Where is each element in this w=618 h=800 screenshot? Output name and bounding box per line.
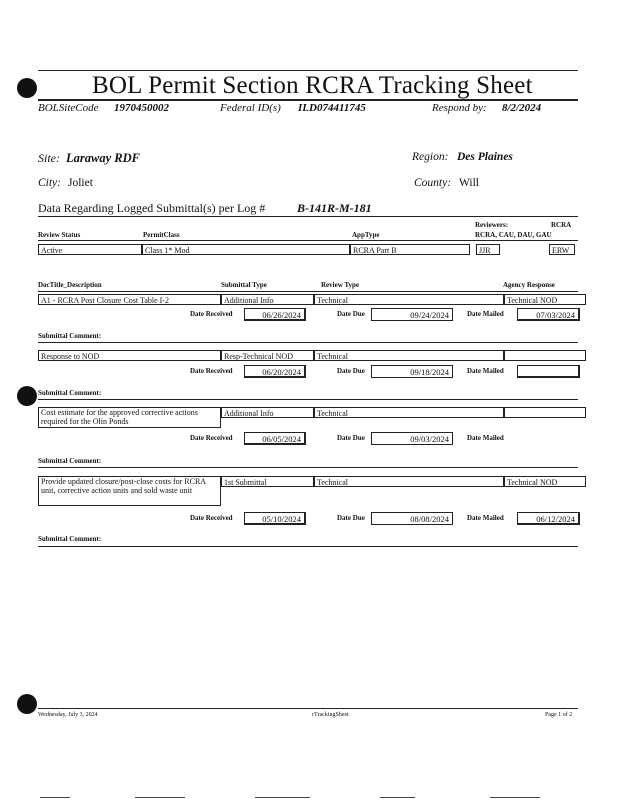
submittal-2-mailed <box>517 365 580 378</box>
scan-mark-2 <box>135 797 185 798</box>
submittal-3-received: 06/05/2024 <box>244 432 306 445</box>
site-label: Site: <box>38 151 60 165</box>
submittal-4-due-label: Date Due <box>337 514 365 522</box>
page-title: BOL Permit Section RCRA Tracking Sheet <box>92 72 533 99</box>
city-name: Joliet <box>68 177 93 189</box>
submittal-2-received-label: Date Received <box>190 367 233 375</box>
submittal-2-mailed-label: Date Mailed <box>467 367 504 375</box>
footer-page-number: Page 1 of 2 <box>545 712 573 718</box>
col-reviewer-codes: RCRA, CAU, DAU, GAU <box>475 231 552 239</box>
submittal-3-mailed-label: Date Mailed <box>467 434 504 442</box>
footer-date: Wednesday, July 3, 2024 <box>38 712 98 718</box>
submittal-3-comment-label: Submittal Comment: <box>38 457 102 465</box>
reviewer-erw-value: ERW <box>549 244 575 255</box>
col-review-type: Review Type <box>321 281 360 289</box>
scan-mark-3 <box>255 797 310 798</box>
punch-hole-top <box>17 78 37 98</box>
submittal-1-review-type: Technical <box>314 294 504 305</box>
col-doc-title: DocTitle_Description <box>38 281 102 289</box>
log-label: Data Regarding Logged Submittal(s) per Log # <box>38 201 266 215</box>
col-agency-response: Agency Response <box>503 281 555 289</box>
county-name: Will <box>459 177 479 189</box>
site-code-label: BOLSiteCode <box>38 102 99 114</box>
submittal-1-type: Additional Info <box>221 294 314 305</box>
scan-mark-1 <box>40 797 70 798</box>
header-bottom-rule <box>38 99 578 101</box>
reviewer-rcra-value: JJR <box>476 244 500 255</box>
punch-hole-bottom <box>17 694 37 714</box>
submittal-3-type: Additional Info <box>221 407 314 418</box>
submittal-4-type: 1st Submittal <box>221 476 314 487</box>
col-submittal-type: Submittal Type <box>221 281 267 289</box>
submittal-2-description: Response to NOD <box>38 350 221 361</box>
submittal-2-type: Resp-Technical NOD <box>221 350 314 361</box>
submittal-2-response <box>504 350 586 361</box>
app-type-value: RCRA Part B <box>350 244 470 255</box>
county-label: County: <box>414 177 452 189</box>
footer-rule <box>38 708 578 709</box>
site-code: 1970450002 <box>114 102 169 114</box>
submittal-1-mailed: 07/03/2024 <box>517 308 580 321</box>
submittal-3-review-type: Technical <box>314 407 504 418</box>
region-label: Region: <box>412 151 449 163</box>
submittal-2-due: 09/18/2024 <box>371 365 453 378</box>
submittal-1-description: A1 - RCRA Post Closure Cost Table I-2 <box>38 294 221 305</box>
log-rule <box>38 216 578 217</box>
submittal-1-comment-label: Submittal Comment: <box>38 332 102 340</box>
review-status-value: Active <box>38 244 142 255</box>
submittal-2-due-label: Date Due <box>337 367 365 375</box>
submittal-4-mailed-label: Date Mailed <box>467 514 504 522</box>
city-label: City: <box>38 177 61 189</box>
submittal-1-received-label: Date Received <box>190 310 233 318</box>
submittal-4-response: Technical NOD <box>504 476 586 487</box>
submittal-3-due-label: Date Due <box>337 434 365 442</box>
review-header-rule <box>38 240 578 241</box>
submittal-1-received: 06/26/2024 <box>244 308 306 321</box>
log-number: B-141R-M-181 <box>297 201 372 215</box>
submittal-3-due: 09/03/2024 <box>371 432 453 445</box>
respond-by-date: 8/2/2024 <box>502 102 542 114</box>
submittal-1-comment-rule <box>38 342 578 343</box>
submittal-4-review-type: Technical <box>314 476 504 487</box>
region-name: Des Plaines <box>457 151 513 163</box>
submittal-2-comment-label: Submittal Comment: <box>38 389 102 397</box>
col-review-status: Review Status <box>38 231 81 239</box>
submittal-4-received-label: Date Received <box>190 514 233 522</box>
col-reviewers: Reviewers: <box>475 221 509 229</box>
submittal-1-mailed-label: Date Mailed <box>467 310 504 318</box>
submittal-3-comment-rule <box>38 467 578 468</box>
scan-mark-4 <box>380 797 415 798</box>
submittal-4-mailed: 06/12/2024 <box>517 512 580 525</box>
submittal-2-received: 06/20/2024 <box>244 365 306 378</box>
submittal-3-response <box>504 407 586 418</box>
submittal-1-due-label: Date Due <box>337 310 365 318</box>
federal-id-label: Federal ID(s) <box>220 102 281 114</box>
submittal-2-review-type: Technical <box>314 350 504 361</box>
permit-class-value: Class 1* Mod <box>142 244 350 255</box>
submittal-2-comment-rule <box>38 399 578 400</box>
submittal-3-description: Cost estimate for the approved corrective actions required for the Olin Ponds <box>38 407 221 428</box>
col-app-type: AppType <box>352 231 380 239</box>
respond-by-label: Respond by: <box>432 102 487 114</box>
submittal-4-comment-label: Submittal Comment: <box>38 535 102 543</box>
submittal-3-received-label: Date Received <box>190 434 233 442</box>
col-rcra: RCRA <box>551 221 572 229</box>
submittal-1-due: 09/24/2024 <box>371 308 453 321</box>
scan-mark-5 <box>490 797 540 798</box>
submittal-4-description: Provide updated closure/post-close costs for RCRA unit, corrective action units and sold waste unit <box>38 476 221 506</box>
federal-id: ILD074411745 <box>298 102 366 114</box>
submittal-1-response: Technical NOD <box>504 294 586 305</box>
punch-hole-middle <box>17 386 37 406</box>
col-permit-class: PermitClass <box>143 231 180 239</box>
submittal-3-mailed <box>517 432 580 445</box>
header-top-rule <box>38 70 578 71</box>
submittal-4-comment-rule <box>38 546 578 547</box>
submittal-4-received: 05/10/2024 <box>244 512 306 525</box>
site-name: Laraway RDF <box>66 151 140 165</box>
submittal-header-rule <box>38 291 578 292</box>
footer-report-name: rTrackingSheet <box>312 712 349 718</box>
submittal-4-due: 08/08/2024 <box>371 512 453 525</box>
